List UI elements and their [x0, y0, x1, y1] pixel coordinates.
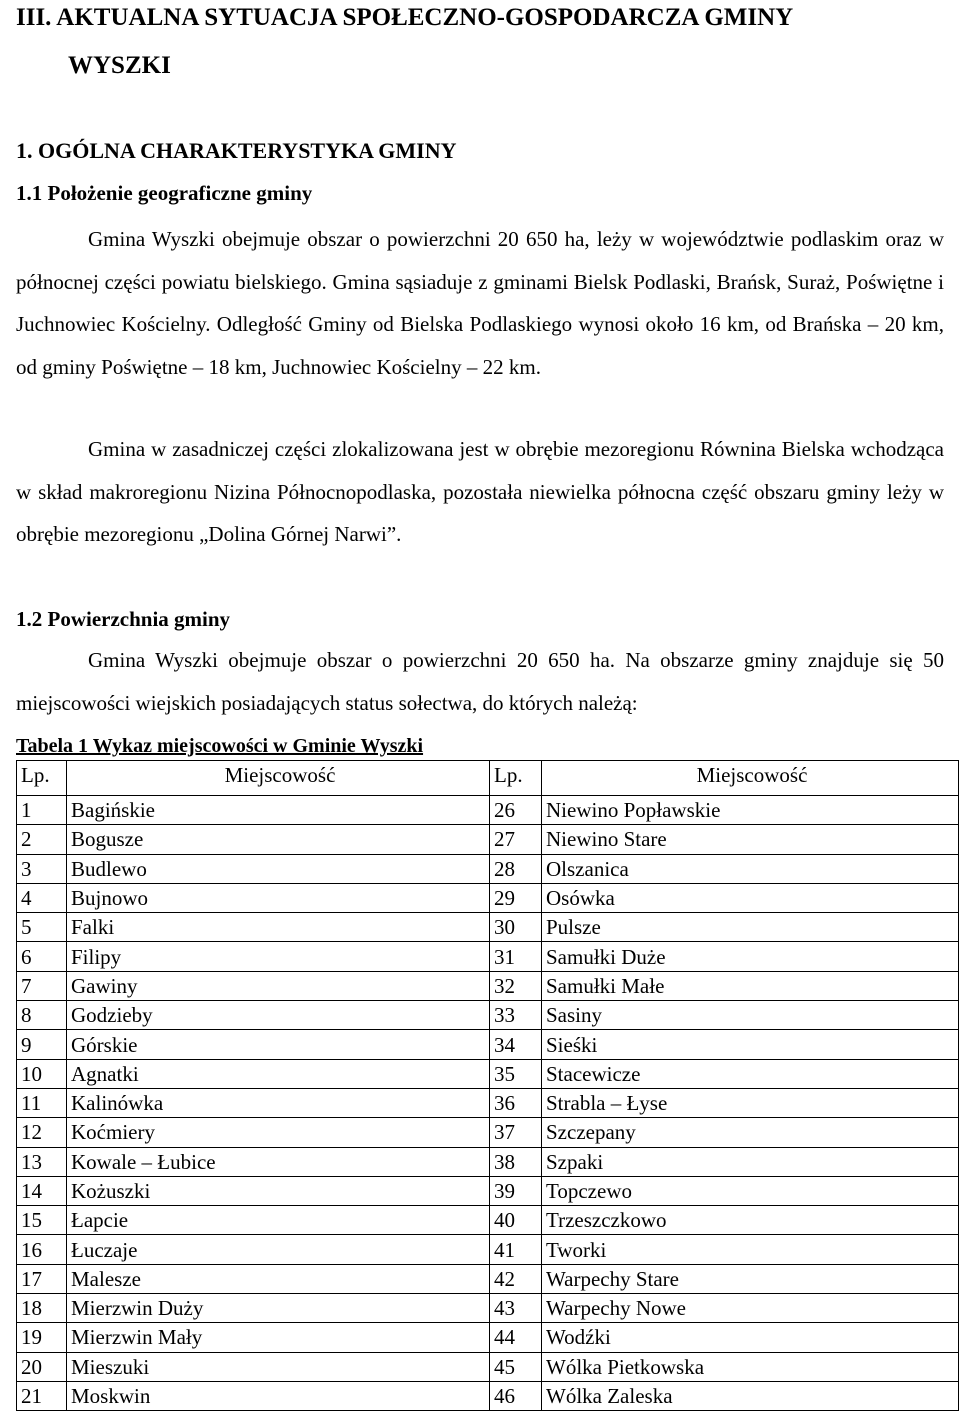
- cell-lp-left: 19: [17, 1323, 67, 1352]
- table-row: [17, 1088, 959, 1117]
- cell-lp-left: 14: [17, 1176, 67, 1205]
- table-row: [17, 796, 959, 825]
- cell-lp-right: 37: [490, 1118, 542, 1147]
- cell-lp-left: 9: [17, 1030, 67, 1059]
- cell-place-left: Bagińskie: [67, 796, 490, 825]
- cell-lp-right: 34: [490, 1030, 542, 1059]
- cell-place-right: Niewino Popławskie: [542, 796, 959, 825]
- cell-lp-right: 26: [490, 796, 542, 825]
- chapter-heading-line1: III. AKTUALNA SYTUACJA SPOŁECZNO-GOSPODARCZA GMINY: [16, 4, 794, 31]
- table-row: [17, 854, 959, 883]
- cell-place-right: Wólka Pietkowska: [542, 1352, 959, 1381]
- cell-lp-right: 35: [490, 1059, 542, 1088]
- cell-place-left: Łapcie: [67, 1206, 490, 1235]
- cell-place-left: Mierzwin Mały: [67, 1323, 490, 1352]
- cell-lp-left: 16: [17, 1235, 67, 1264]
- table-row: [17, 1001, 959, 1030]
- table-body: [17, 796, 959, 1411]
- cell-lp-right: 40: [490, 1206, 542, 1235]
- cell-lp-left: 10: [17, 1059, 67, 1088]
- cell-lp-right: 42: [490, 1264, 542, 1293]
- cell-lp-right: 45: [490, 1352, 542, 1381]
- cell-lp-left: 3: [17, 854, 67, 883]
- cell-lp-right: 30: [490, 913, 542, 942]
- cell-lp-right: 28: [490, 854, 542, 883]
- cell-lp-right: 36: [490, 1088, 542, 1117]
- cell-lp-left: 20: [17, 1352, 67, 1381]
- cell-place-right: Pulsze: [542, 913, 959, 942]
- cell-lp-left: 11: [17, 1088, 67, 1117]
- table-row: [17, 1118, 959, 1147]
- places-table: [16, 760, 959, 1411]
- cell-place-left: Kożuszki: [67, 1176, 490, 1205]
- cell-lp-right: 29: [490, 883, 542, 912]
- cell-place-left: Falki: [67, 913, 490, 942]
- table-row: [17, 883, 959, 912]
- table-row: [17, 913, 959, 942]
- cell-place-left: Bogusze: [67, 825, 490, 854]
- cell-lp-left: 1: [17, 796, 67, 825]
- cell-place-right: Niewino Stare: [542, 825, 959, 854]
- cell-place-right: Samułki Duże: [542, 942, 959, 971]
- cell-place-right: Olszanica: [542, 854, 959, 883]
- cell-lp-left: 15: [17, 1206, 67, 1235]
- cell-lp-right: 27: [490, 825, 542, 854]
- cell-place-right: Stacewicze: [542, 1059, 959, 1088]
- table-row: [17, 825, 959, 854]
- cell-place-left: Mieszuki: [67, 1352, 490, 1381]
- table-row: [17, 1352, 959, 1381]
- cell-lp-left: 5: [17, 913, 67, 942]
- cell-place-left: Bujnowo: [67, 883, 490, 912]
- cell-place-right: Wodźki: [542, 1323, 959, 1352]
- table-row: [17, 971, 959, 1000]
- table-row: [17, 1176, 959, 1205]
- cell-lp-left: 18: [17, 1294, 67, 1323]
- table-row: [17, 1059, 959, 1088]
- cell-place-right: Warpechy Nowe: [542, 1294, 959, 1323]
- cell-place-right: Tworki: [542, 1235, 959, 1264]
- cell-place-right: Warpechy Stare: [542, 1264, 959, 1293]
- cell-lp-left: 8: [17, 1001, 67, 1030]
- cell-place-left: Filipy: [67, 942, 490, 971]
- chapter-heading: [16, 0, 944, 90]
- table-row: [17, 1235, 959, 1264]
- header-place-right: Miejscowość: [542, 761, 959, 796]
- cell-place-right: Szpaki: [542, 1147, 959, 1176]
- cell-place-left: Gawiny: [67, 971, 490, 1000]
- cell-lp-left: 2: [17, 825, 67, 854]
- table-row: [17, 1381, 959, 1410]
- cell-place-right: Trzeszczkowo: [542, 1206, 959, 1235]
- cell-place-left: Kalinówka: [67, 1088, 490, 1117]
- table-row: [17, 942, 959, 971]
- cell-lp-right: 32: [490, 971, 542, 1000]
- cell-lp-right: 39: [490, 1176, 542, 1205]
- cell-lp-right: 46: [490, 1381, 542, 1410]
- table-row: [17, 1030, 959, 1059]
- header-lp-right: Lp.: [490, 761, 542, 796]
- header-place-left: Miejscowość: [67, 761, 490, 796]
- table-row: [17, 1294, 959, 1323]
- table-row: [17, 1206, 959, 1235]
- table-row: [17, 1147, 959, 1176]
- cell-place-right: Szczepany: [542, 1118, 959, 1147]
- cell-lp-right: 43: [490, 1294, 542, 1323]
- cell-place-right: Samułki Małe: [542, 971, 959, 1000]
- paragraph-mesoregion: Gmina w zasadniczej części zlokalizowana jest w obrębie mezoregionu Równina Bielska wchodząca w skład makroregionu Nizina Północnopodlaska, pozostała niewielka północna część obszaru gminy leży w obrębie mezoregionu „Dolina Górnej Narwi”.: [16, 437, 944, 546]
- cell-place-left: Górskie: [67, 1030, 490, 1059]
- cell-lp-left: 13: [17, 1147, 67, 1176]
- cell-place-right: Strabla – Łyse: [542, 1088, 959, 1117]
- cell-place-left: Godzieby: [67, 1001, 490, 1030]
- subsection-title-area: 1.2 Powierzchnia gminy: [16, 607, 231, 631]
- cell-place-right: Sasiny: [542, 1001, 959, 1030]
- cell-lp-left: 12: [17, 1118, 67, 1147]
- table-header-row: [17, 761, 959, 796]
- cell-lp-left: 17: [17, 1264, 67, 1293]
- cell-place-left: Kowale – Łubice: [67, 1147, 490, 1176]
- cell-lp-left: 7: [17, 971, 67, 1000]
- chapter-heading-line2: WYSZKI: [68, 52, 171, 79]
- table-caption: Tabela 1 Wykaz miejscowości w Gminie Wyszki: [16, 735, 424, 757]
- cell-lp-right: 31: [490, 942, 542, 971]
- table-row: [17, 1323, 959, 1352]
- cell-lp-left: 4: [17, 883, 67, 912]
- cell-place-right: Sieśki: [542, 1030, 959, 1059]
- table-row: [17, 1264, 959, 1293]
- cell-place-right: Topczewo: [542, 1176, 959, 1205]
- cell-place-right: Wólka Zaleska: [542, 1381, 959, 1410]
- cell-place-left: Mierzwin Duży: [67, 1294, 490, 1323]
- cell-lp-left: 6: [17, 942, 67, 971]
- paragraph-area: Gmina Wyszki obejmuje obszar o powierzchni 20 650 ha. Na obszarze gminy znajduje się 50 miejscowości wiejskich posiadających status sołectwa, do których należą:: [16, 648, 944, 715]
- cell-place-left: Budlewo: [67, 854, 490, 883]
- subsection-title-location: 1.1 Położenie geograficzne gminy: [16, 181, 313, 205]
- header-lp-left: Lp.: [17, 761, 67, 796]
- cell-lp-right: 38: [490, 1147, 542, 1176]
- cell-lp-right: 41: [490, 1235, 542, 1264]
- cell-lp-right: 44: [490, 1323, 542, 1352]
- cell-lp-left: 21: [17, 1381, 67, 1410]
- cell-place-right: Osówka: [542, 883, 959, 912]
- section-title: 1. OGÓLNA CHARAKTERYSTYKA GMINY: [16, 138, 457, 163]
- cell-place-left: Moskwin: [67, 1381, 490, 1410]
- cell-place-left: Łuczaje: [67, 1235, 490, 1264]
- cell-place-left: Malesze: [67, 1264, 490, 1293]
- cell-lp-right: 33: [490, 1001, 542, 1030]
- cell-place-left: Agnatki: [67, 1059, 490, 1088]
- paragraph-location: Gmina Wyszki obejmuje obszar o powierzchni 20 650 ha, leży w województwie podlaskim oraz w północnej części powiatu bielskiego. Gmina sąsiaduje z gminami Bielsk Podlaski, Brańsk, Suraż, Poświętne i Juchnowiec Kościelny. Odległość Gminy od Bielska Podlaskiego wynosi około 16 km, od Brańska – 20 km, od gminy Poświętne – 18 km, Juchnowiec Kościelny – 22 km.: [16, 227, 944, 379]
- cell-place-left: Koćmiery: [67, 1118, 490, 1147]
